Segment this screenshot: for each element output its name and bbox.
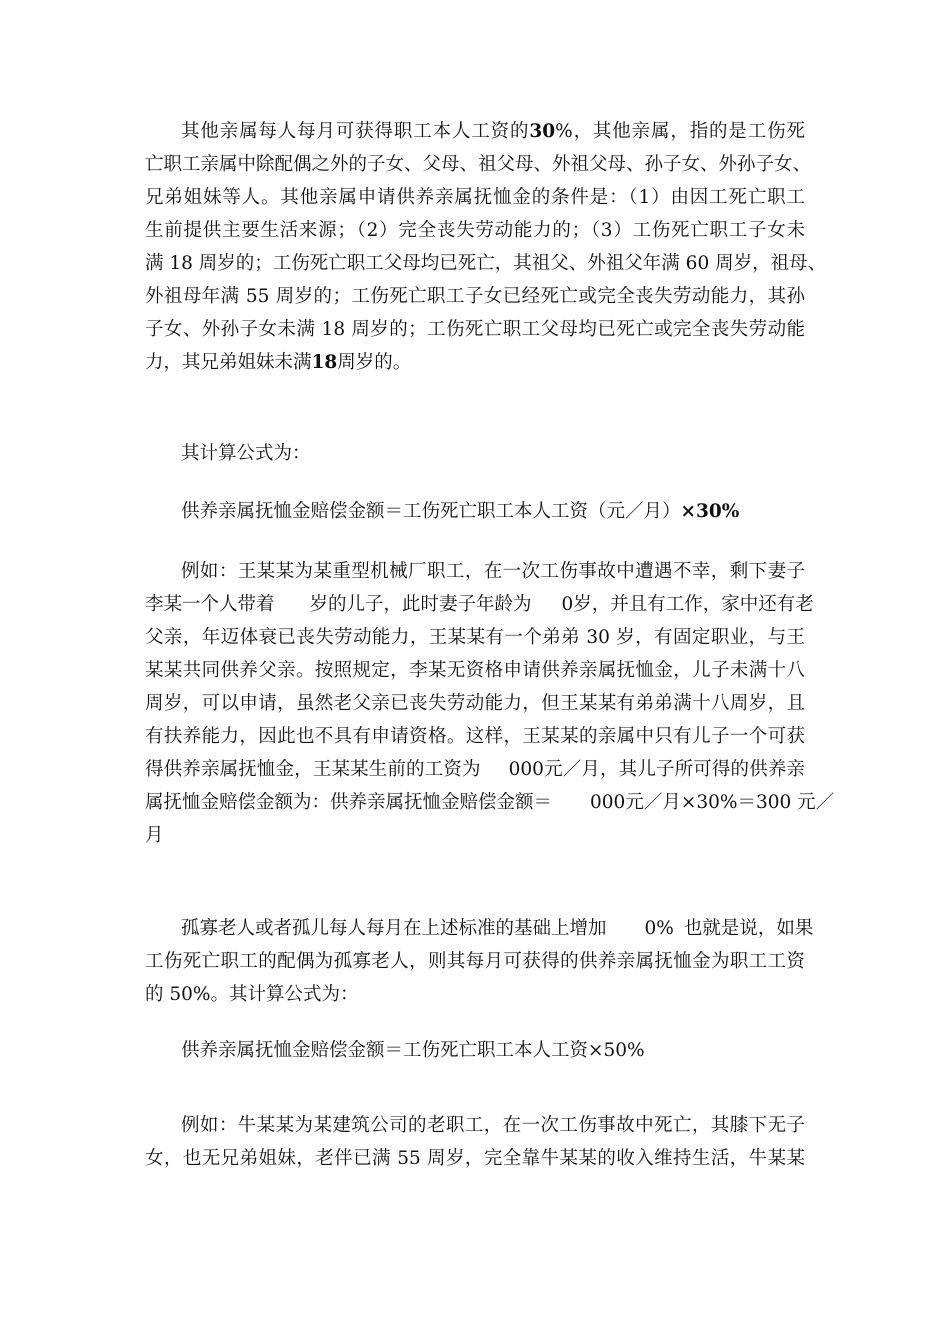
p5-line-3: 的 50%。其计算公式为： <box>145 984 359 1005</box>
p5-line-1: 孤寡老人或者孤儿每人每月在上述标准的基础上增加 0% 也就是说，如果 <box>181 918 814 939</box>
p4-line-5: 周岁，可以申请，虽然老父亲已丧失劳动能力，但王某某有弟弟满十八周岁，且 <box>145 693 805 714</box>
p4-line-2: 李某一个人带着 岁的儿子，此时妻子年龄为 0岁，并且有工作，家中还有老 <box>145 594 814 615</box>
p1-line-8: 力，其兄弟姐妹未满18周岁的。 <box>145 352 412 373</box>
p7-line-2: 女，也无兄弟姐妹，老伴已满 55 周岁，完全靠牛某某的收入维持生活，牛某某 <box>145 1148 805 1169</box>
p4-line-9: 月 <box>145 825 164 846</box>
p1-line-7: 子女、外孙子女未满 18 周岁的；工伤死亡职工父母均已死亡或完全丧失劳动能 <box>145 319 805 340</box>
p1-line-6: 外祖母年满 55 周岁的；工伤死亡职工子女已经死亡或完全丧失劳动能力，其孙 <box>145 286 805 307</box>
p4-line-3: 父亲，年迈体衰已丧失劳动能力，王某某有一个弟弟 30 岁，有固定职业，与王 <box>145 627 805 648</box>
p4-line-1: 例如：王某某为某重型机械厂职工，在一次工伤事故中遭遇不幸，剩下妻子 <box>181 561 805 582</box>
formula-1: 供养亲属抚恤金赔偿金额＝工伤死亡职工本人工资（元／月）×30% <box>181 501 740 522</box>
p1-line-5: 满 18 周岁的；工伤死亡职工父母均已死亡，其祖父、外祖父年满 60 周岁，祖母、 <box>145 253 827 274</box>
p4-line-8: 属抚恤金赔偿金额为：供养亲属抚恤金赔偿金额＝ 000元／月×30%＝300 元／ <box>145 792 835 813</box>
p4-line-4: 某某共同供养父亲。按照规定，李某无资格申请供养亲属抚恤金，儿子未满十八 <box>145 660 805 681</box>
p1-line-2: 亡职工亲属中除配偶之外的子女、父母、祖父母、外祖父母、孙子女、外孙子女、 <box>145 154 812 175</box>
bold-age: 18 <box>311 352 338 373</box>
p7-line-1: 例如：牛某某为某建筑公司的老职工，在一次工伤事故中死亡，其膝下无子 <box>181 1115 805 1136</box>
p1-line-4: 生前提供主要生活来源；（2）完全丧失劳动能力的；（3）工伤死亡职工子女未 <box>145 220 805 241</box>
p4-line-7: 得供养亲属抚恤金，王某某生前的工资为 000元／月，其儿子所可得的供养亲 <box>145 759 805 780</box>
p5-line-2: 工伤死亡职工的配偶为孤寡老人，则其每月可获得的供养亲属抚恤金为职工工资 <box>145 951 805 972</box>
p1-line-1: 其他亲属每人每月可获得职工本人工资的30%，其他亲属，指的是工伤死 <box>181 121 805 142</box>
bold-percent: 30 <box>529 121 556 142</box>
formula-intro-1: 其计算公式为： <box>181 443 311 464</box>
p4-line-6: 有扶养能力，因此也不具有申请资格。这样，王某某的亲属中只有儿子一个可获 <box>145 726 805 747</box>
bold-multiplier: ×30% <box>680 501 740 522</box>
p1-line-3: 兄弟姐妹等人。其他亲属申请供养亲属抚恤金的条件是：（1）由因工死亡职工 <box>145 187 805 208</box>
formula-2: 供养亲属抚恤金赔偿金额＝工伤死亡职工本人工资×50% <box>181 1040 645 1061</box>
